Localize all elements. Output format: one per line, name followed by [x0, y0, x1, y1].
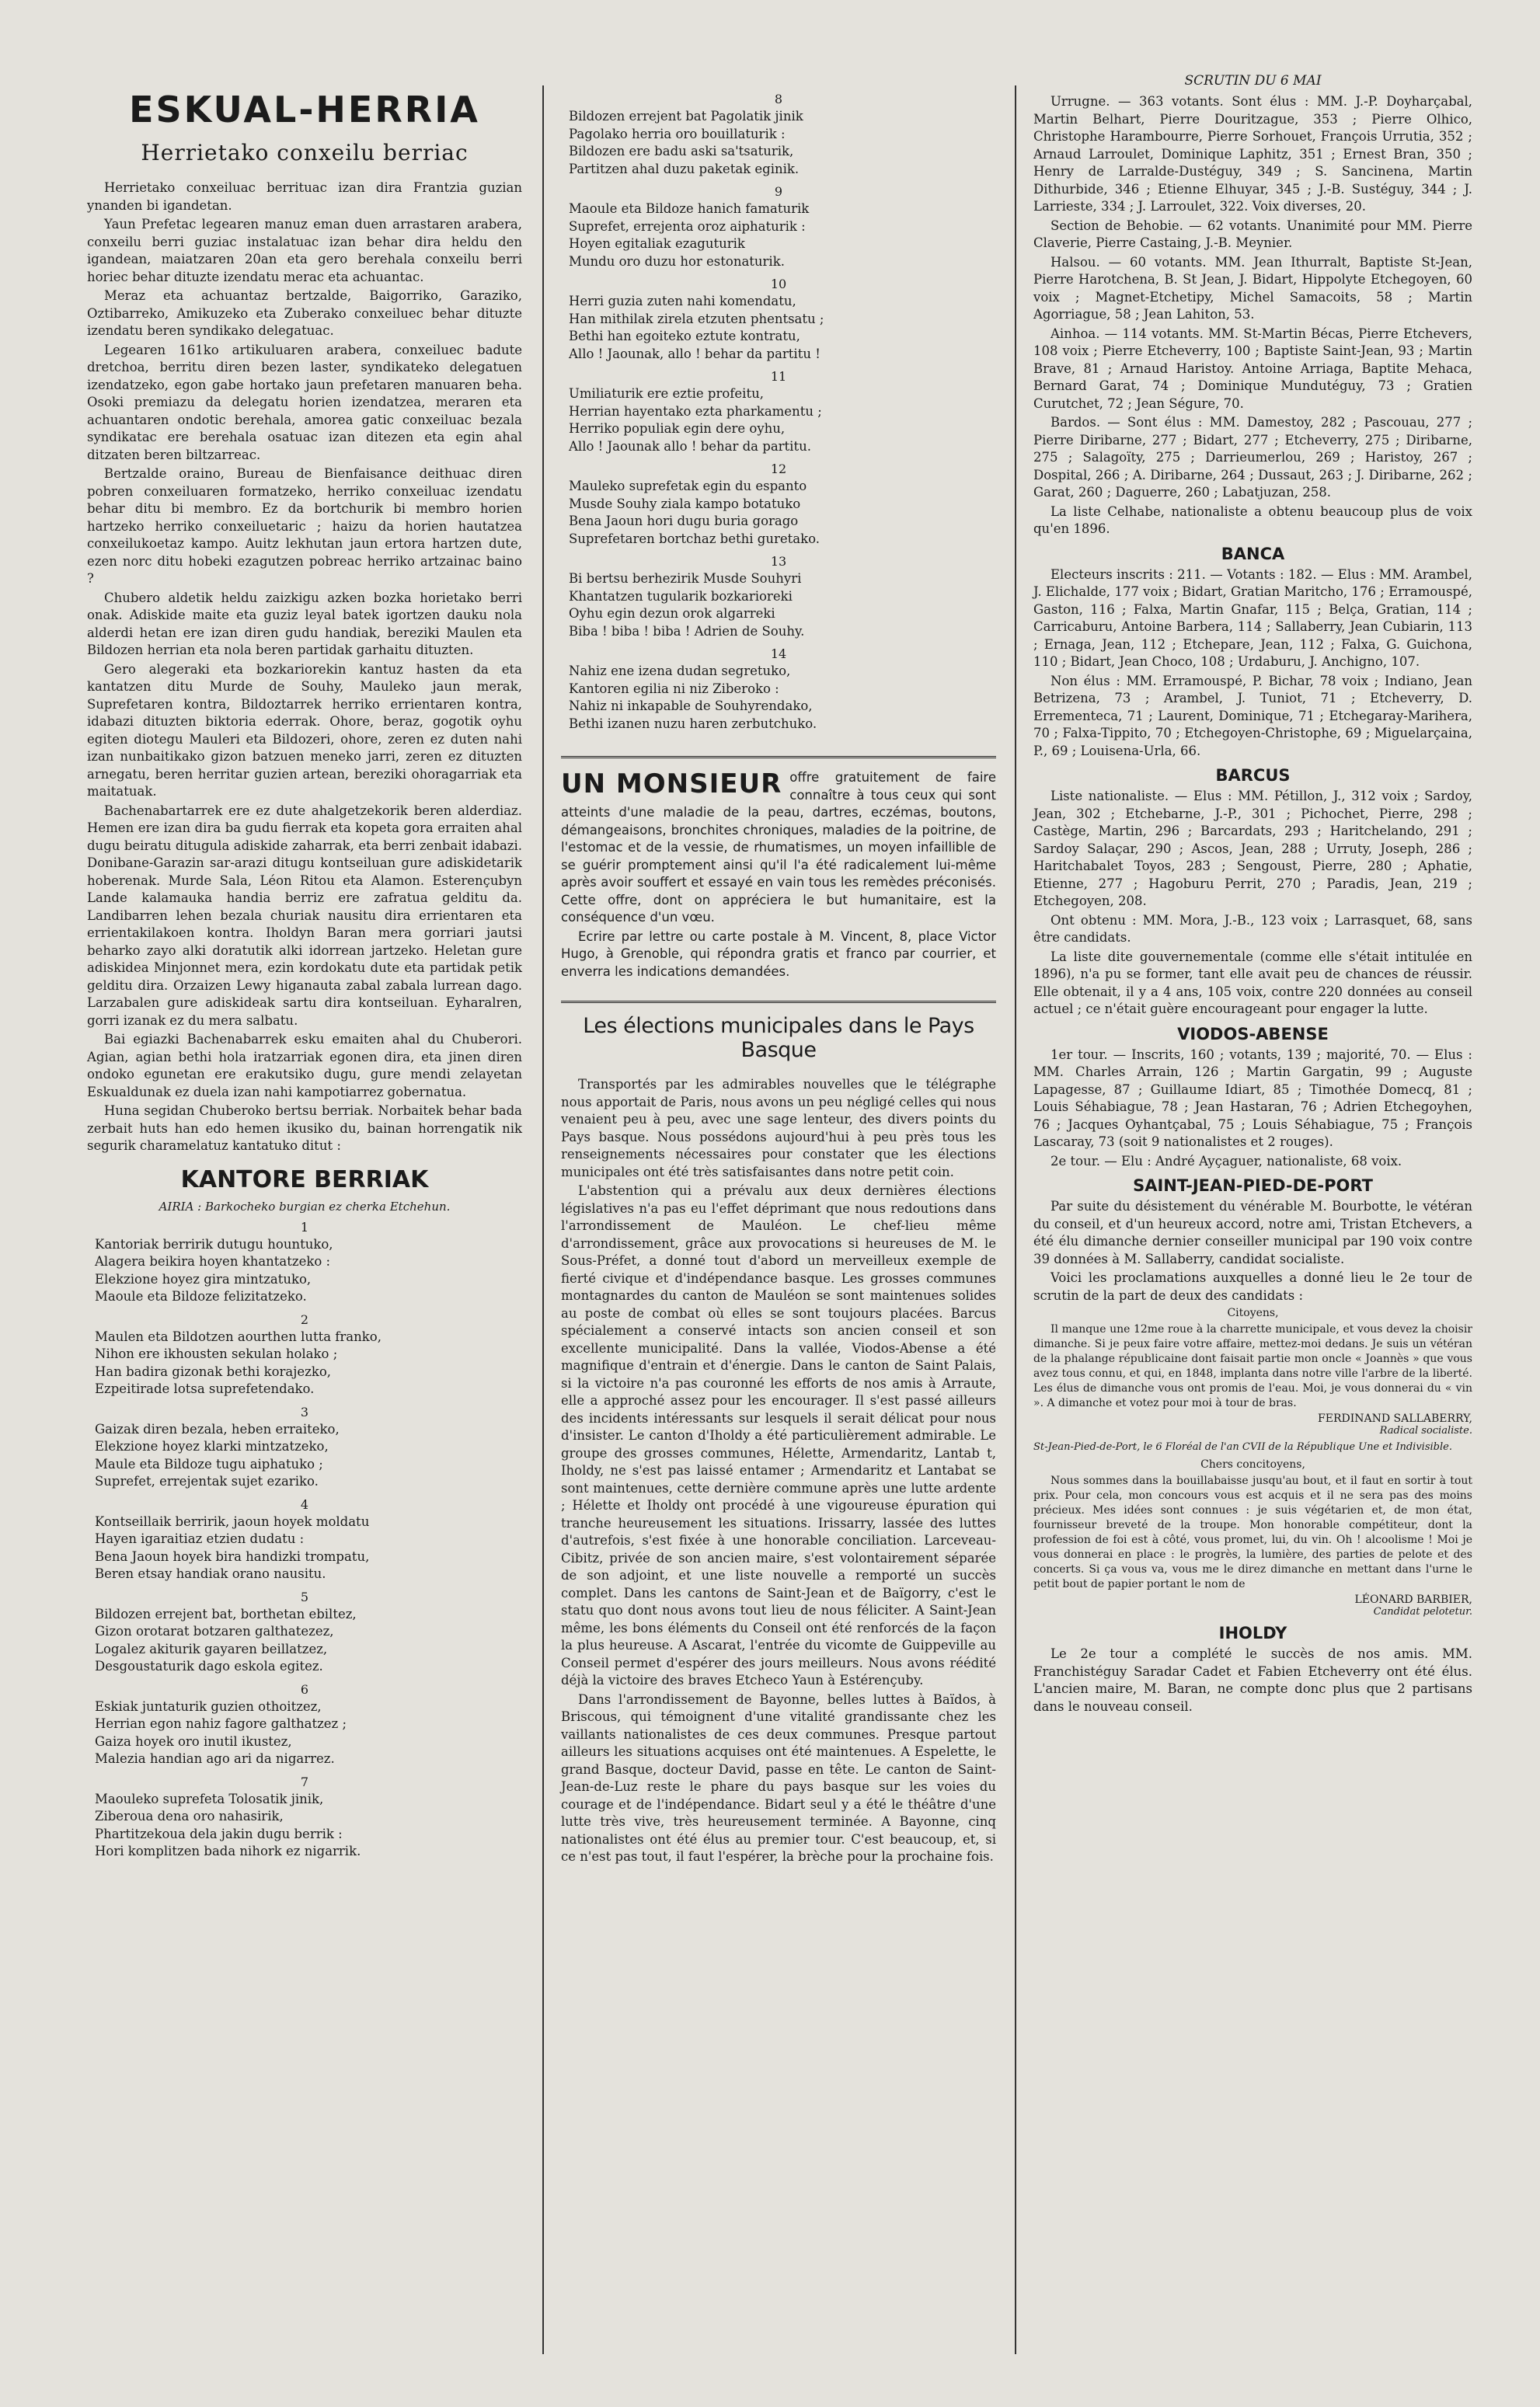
stanza-number: 11: [770, 369, 787, 384]
paragraph: Meraz eta achuantaz bertzalde, Baigorriko, Garaziko, Oztibarreko, Amikuzeko eta Zuberako conxeiluec behar dituzte izendatu beren syndikako delegatuac.: [87, 288, 522, 338]
verse-line: Malezia handian ago ari da nigarrez.: [95, 1751, 335, 1766]
verse-line: Elekzione hoyez klarki mintzatzeko,: [95, 1439, 329, 1454]
proclamation-heading: Citoyens,: [1227, 1307, 1279, 1319]
proclamation-dateline: St-Jean-Pied-de-Port, le 6 Floréal de l'an CVII de la République Une et Indivisible.: [1033, 1441, 1452, 1453]
results-viodos: [1033, 1047, 1472, 1171]
stanza-number: 3: [300, 1404, 309, 1419]
verse-line: Herrian hayentako ezta pharkamentu ;: [569, 403, 822, 419]
song-air: AIRIA : Barkocheko burgian ez cherka Etchehun.: [159, 1199, 451, 1214]
verse-line: Suprefet, errejenta oroz aiphaturik :: [569, 218, 806, 234]
stanza-number: 5: [300, 1589, 309, 1604]
verse-line: Herri guzia zuten nahi komendatu,: [569, 294, 796, 308]
verse-line: Allo ! Jaounak allo ! behar da partitu.: [569, 438, 811, 454]
verse-line: Gizon orotarat botzaren galthatezez,: [95, 1624, 334, 1639]
verse-line: Gaiza hoyek oro inutil ikustez,: [95, 1733, 292, 1749]
verse-line: Kantoren egilia ni niz Ziberoko :: [569, 681, 779, 696]
column-divider: [542, 85, 544, 2354]
results-stjean: [1033, 1198, 1472, 1305]
stanza-number: 8: [774, 92, 783, 106]
column-1: [87, 85, 522, 2385]
verse-line: Maulen eta Bildotzen aourthen lutta franko,: [95, 1329, 382, 1344]
verse-line: Suprefetaren bortchaz bethi guretako.: [569, 531, 820, 546]
paragraph: Bertzalde oraino, Bureau de Bienfaisance deithuac diren pobren conxeiluaren formatzeko, herriko conxeiluac izendatu behar ditu bi membro. Ez da bortchurik bi membro horien hartzeko herriko conxeiluetaric ; haizu da horien hautatzea conxeilukoetaz kampo. Auitz lekhutan jaun ertora hartzen dute, ezen norc ditu hobeki ezagutzen pobreac herriko artzainac baino ?: [87, 466, 522, 586]
paragraph: Yaun Prefetac legearen manuz eman duen arrastaren arabera, conxeilu berri guziac instalatuac izan behar dira heldu den igandean, maiatzaren 20an eta gero berehala conxeilu berri horiec behar dituzte izendatu merac eta achuantac.: [87, 217, 522, 284]
song-stanzas: [87, 1220, 522, 1861]
verse-line: Bildozen errejent bat Pagolatik jinik: [569, 109, 803, 124]
song-stanzas-continued: [561, 92, 996, 733]
verse-line: Allo ! Jaounak, allo ! behar da partitu !: [569, 346, 821, 361]
column-2: [561, 85, 996, 2385]
verse-line: Herriko populiak egin dere oyhu,: [569, 421, 786, 436]
paragraph: Le 2e tour a complété le succès de nos amis. MM. Franchistéguy Saradar Cadet et Fabien Etcheverry ont été élus. L'ancien maire, M. Baran, ne compte donc plus que 2 partisans dans le nouveau conseil.: [1033, 1646, 1472, 1714]
verse-line: Hori komplitzen bada nihork ez nigarrik.: [95, 1844, 361, 1858]
verse-line: Kontseillaik berririk, jaoun hoyek moldatu: [95, 1514, 370, 1529]
paragraph: Urrugne. — 363 votants. Sont élus : MM. J.-P. Doyharçabal, Martin Belhart, Pierre Douritzague, 353 ; Pierre Olhico, Christophe Harambourre, Pierre Sorhouet, François Urrutia, 352 ; Arnaud Larroulet, Dominique Laphitz, 351 ; Ernest Bran, 350 ; Henry de Larralde-Dustéguy, 349 ; S. Sancinena, Martin Dithurbide, 346 ; Etienne Elhuyar, 345 ; J.-B. Sustéguy, 344 ; J. Larrieste, 334 ; J. Larroulet, 322. Voix diverses, 20.: [1033, 94, 1472, 214]
verse-line: Suprefet, errejentak sujet ezariko.: [95, 1474, 319, 1489]
verse-line: Herrian egon nahiz fagore galthatzez ;: [95, 1716, 347, 1731]
paragraph: 2e tour. — Elu : André Ayçaguer, nationaliste, 68 voix.: [1050, 1153, 1402, 1169]
place-heading-banca: BANCA: [1221, 544, 1285, 563]
column-3: [1033, 73, 1472, 2385]
paragraph: Gero alegeraki eta bozkariorekin kantuz hasten da eta kantatzen ditu Murde de Souhy, Mauleko jaun merak, Suprefetaren kontra, Bildoztarrek herriko errientaren kontra, idabazi dituzten biktoria ederrak. Ohore, beraz, gogotik oyhu egiten diotegu Mauleri eta Bildozeri, ohore, zeren ez duten nahi izan nunbaitikako gizon batzuen meneko jarri, zeren ez dituzten arnegatu, beren herritar guzien artean, bereziki ohoragarriak eta maitatuak.: [87, 661, 522, 799]
place-heading-barcus: BARCUS: [1215, 766, 1291, 785]
verse-line: Alagera beikira hoyen khantatzeko :: [95, 1254, 331, 1269]
masthead: ESKUAL-HERRIA: [129, 89, 480, 131]
stanza-number: 1: [300, 1219, 309, 1235]
verse-line: Logalez akiturik gayaren beillatzez,: [95, 1641, 328, 1656]
results-iholdy: [1033, 1646, 1472, 1716]
proclamation-heading-2: Chers concitoyens,: [1200, 1458, 1305, 1471]
verse-line: Umiliaturik ere eztie profeitu,: [569, 386, 764, 401]
stanza-number: 4: [300, 1496, 309, 1512]
results-intro: [1033, 93, 1472, 538]
place-heading-iholdy: IHOLDY: [1218, 1624, 1287, 1642]
scrutin-heading: SCRUTIN DU 6 MAI: [1184, 73, 1322, 89]
ad-contact: Ecrire par lettre ou carte postale à M. Vincent, 8, place Victor Hugo, à Grenoble, qui répondra gratis et franco par courrier, et enverra les indications demandées.: [561, 928, 996, 979]
paragraph: La liste dite gouvernementale (comme elle s'était intitulée en 1896), n'a pu se former, tant elle avait peu de chances de réussir. Elle obtenait, il y a 4 ans, 105 voix, contre 220 données au conseil actuel ; ce n'était guère encourageant pour engager la lutte.: [1033, 949, 1472, 1016]
paragraph: Herrietako conxeiluac berrituac izan dira Frantzia guzian ynanden bi igandetan.: [87, 180, 522, 213]
verse-line: Beren etsay handiak orano nausitu.: [95, 1566, 326, 1581]
paragraph: La liste Celhabe, nationaliste a obtenu beaucoup plus de voix qu'en 1896.: [1033, 503, 1472, 536]
verse-line: Nihon ere ikhousten sekulan holako ;: [95, 1346, 338, 1361]
verse-line: Bildozen ere badu aski sa'tsaturik,: [569, 144, 794, 158]
verse-line: Ziberoua dena oro nahasirik,: [95, 1809, 284, 1824]
verse-line: Musde Souhy ziala kampo botatuko: [569, 496, 801, 511]
paragraph: Transportés par les admirables nouvelles que le télégraphe nous apportait de Paris, nous avons un peu négligé celles qui nous venaient peu à peu, avec une sage lenteur, des divers points du Pays basque. Nous possédons aujourd'hui à peu près tous les renseignements nécessaires pour constater que les élections municipales ont été très satisfaisantes dans notre petit coin.: [561, 1077, 996, 1179]
ad-text: offre gratuitement de faire connaître à tous ceux qui sont atteints d'une maladie de la peau, dartres, eczémas, boutons, démangeaisons, bronchites chroniques, maladies de la poitrine, de l'estomac et de la vessie, de rhumatismes, un moyen infaillible de se guérir promptement ainsi qu'il l'a été radicalement lui-même après avoir souffert et essayé en vain tous les remèdes préconisés. Cette offre, dont on appréciera le but humanitaire, est la conséquence d'un vœu.: [561, 770, 996, 925]
verse-line: Bena Jaoun hoyek bira handizki trompatu,: [95, 1548, 370, 1564]
verse-line: Desgoustaturik dago eskola egitez.: [95, 1659, 323, 1674]
place-heading-stjean: SAINT-JEAN-PIED-DE-PORT: [1133, 1176, 1373, 1195]
paragraph: Section de Behobie. — 62 votants. Unanimité pour MM. Pierre Claverie, Pierre Castaing, J.-B. Meynier.: [1033, 218, 1472, 250]
paragraph: Bachenabartarrek ere ez dute ahalgetzekorik beren alderdiaz. Hemen ere izan dira ba gudu fierrak eta kopeta gora erraiten ahal dugu beiratu ditugula adiskide zaharrak, eta berri zenbait idabazi. Donibane-Garazin sar-arazi ditugu kontseiluan gure adiskidetarik hoberenak. Murde Sala, Léon Ritou eta Alamon. Esterençubyn Lande kalamauka handia berriz ere zafratua gelditu da. Landibarren lehen bezala churiak nausitu dira errientaren eta errientakilakoen kontra. Iholdyn Baran mera gorriari jautsi beharko zayo alki doratutik alki idorrean jartzeko. Heletan gure adiskidea Minjonnet mera, ezin kordokatu dute eta partidak petik gelditu dira. Orzaizen Lewy higanauta zabal zabala lurrean dago. Larzabalen gure adiskideak sartu dira kontseiluan. Eyharalren, gorri izanak ez du mera salbatu.: [87, 803, 522, 1028]
verse-line: Han mithilak zirela etzuten phentsatu ;: [569, 311, 824, 326]
paragraph: Halsou. — 60 votants. MM. Jean Ithurralt, Baptiste St-Jean, Pierre Harotchena, B. St Jean, J. Bidart, Hippolyte Etchegoyen, 60 voix ; Magnet-Etchetipy, Michel Samacoits, 58 ; Martin Agorriague, 58 ; Jean Lahiton, 53.: [1033, 254, 1472, 322]
stanza-number: 10: [770, 277, 787, 291]
verse-line: Bi bertsu berhezirik Musde Souhyri: [569, 571, 802, 586]
verse-line: Khantatzen tugularik bozkarioreki: [569, 588, 793, 604]
verse-line: Bethi han egoiteko eztute kontratu,: [569, 329, 800, 343]
proclamation-text-2: Nous sommes dans la bouillabaisse jusqu'au bout, et il faut en sortir à tout prix. Pour cela, mon concours vous est acquis et il ne sera pas des moins précieux. Mes idées sont connues : je suis végétarien et, de mon état, fournisseur breveté de la troupe. Mon honorable compétiteur, dont la profession de foi est à côté, vous promet, lui, du vin. Oh ! alcoolisme ! Moi je vous donnerai en place : le progrès, la lumière, des parties de pelote et des concerts. Si ça vous va, vous me le direz dimanche en mettant dans l'urne le petit bout de papier portant le nom de: [1033, 1475, 1472, 1590]
proclamation-signature-title-2: Candidat pelotetur.: [1373, 1606, 1472, 1618]
verse-line: Han badira gizonak bethi korajezko,: [95, 1364, 331, 1379]
paragraph: 1er tour. — Inscrits, 160 ; votants, 139 ; majorité, 70. — Elus : MM. Charles Arrain, 126 ; Martin Gargatin, 99 ; Auguste Lapagesse, 87 ; Guillaume Idiart, 85 ; Timothée Domecq, 81 ; Louis Séhabiague, 78 ; Jean Hastaran, 76 ; Adrien Etchegoyhen, 76 ; Jacques Oyhantçabal, 75 ; Louis Séhabiague, 75 ; François Lascaray, 73 (soit 9 nationalistes et 2 rouges).: [1033, 1047, 1472, 1149]
verse-line: Pagolako herria oro bouillaturik :: [569, 126, 786, 141]
paragraph: Par suite du désistement du vénérable M. Bourbotte, le vétéran du conseil, et d'un heureux accord, notre ami, Tristan Etchevers, a été élu dimanche dernier conseiller municipal par 190 voix contre 39 données à M. Sallaberry, candidat socialiste.: [1033, 1199, 1472, 1266]
stanza-number: 13: [770, 554, 787, 569]
results-banca: [1033, 566, 1472, 761]
verse-line: Mauleko suprefetak egin du espanto: [569, 479, 807, 493]
paragraph: L'abstention qui a prévalu aux deux dernières élections législatives n'a pas eu l'effet déprimant que nous redoutions dans l'arrondissement de Mauléon. Le chef-lieu même d'arrondissement, grâce aux provocations si heureuses de M. le Sous-Préfet, a donné tout d'abord un merveilleux exemple de fierté civique et d'indépendance basque. Les grosses communes montagnardes du canton de Mauléon se sont maintenues solides au poste de combat où elles se sont toujours placées. Barcus spécialement a conservé intacts son ancien conseil et son excellente municipalité. Dans la vallée, Viodos-Abense a été magnifique d'entrain et d'énergie. Dans le canton de Saint Palais, si la victoire n'a pas couronné les efforts de nos amis à Arraute, elle a approché assez pour les encourager. Il s'est passé ailleurs des incidents intéressants sur lesquels il serait délicat pour nous d'insister. Le canton d'Iholdy a été particulièrement admirable. Le groupe des grosses communes, Hélette, Armendaritz, Lantab t, Iholdy, ne s'est pas laissé entamer ; Armendaritz et Lantabat se sont maintenues, cette dernière commune après une lutte ardente ; Hélette et Iholdy ont procédé à une vigoureuse épuration qui tranche heureusement les situations. Irissarry, lassée des luttes d'autrefois, s'est fixée à une honorable conciliation. Larceveau-Cibitz, privée de son ancien maire, s'est volontairement séparée de son adjoint, et une liste nouvelle a remporté un succès complet. Dans les cantons de Saint-Jean et de Baïgorry, c'est le statu quo dont nous avons tout lieu de nous féliciter. A Saint-Jean même, les bons éléments du Conseil ont été renforcés de la façon la plus heureuse. A Ascarat, l'entrée du vicomte de Guippeville au Conseil permet d'espérer des jours meilleurs. Nous avons réédité déjà la victoire des braves Etcheco Yaun à Estérençuby.: [561, 1183, 996, 1688]
place-heading-viodos: VIODOS-ABENSE: [1177, 1024, 1329, 1043]
paragraph: Electeurs inscrits : 211. — Votants : 182. — Elus : MM. Arambel, J. Elichalde, 177 voix ; Bidart, Gratian Maritcho, 176 ; Erramouspé, Gaston, 116 ; Falxa, Martin Gnafar, 115 ; Belça, Gratian, 114 ; Carricaburu, Antoine Barbera, 114 ; Sallaberry, Jean Cubiarin, 113 ; Ernaga, Jean, 112 ; Etchepare, Jean, 112 ; Falxa, G. Guichona, 110 ; Bidart, Jean Choco, 108 ; Urdaburu, J. Anchigno, 107.: [1033, 566, 1472, 669]
verse-line: Nahiz ene izena dudan segretuko,: [569, 664, 791, 678]
stanza-number: 2: [300, 1311, 309, 1327]
verse-line: Bethi izanen nuzu haren zerbutchuko.: [569, 716, 817, 731]
stanza-number: 6: [300, 1681, 309, 1697]
advertisement: [561, 756, 996, 982]
paragraph: Bai egiazki Bachenabarrek esku emaiten ahal du Chuberori. Agian, agian bethi hola iratzarriak egonen dira, eta jinen diren ondoko egunetan ere erakutsiko dugu, gure mendi zelayetan Eskualdunak ez duela izan nahi kampotiarrez gobernatua.: [87, 1032, 522, 1099]
paragraph: Chubero aldetik heldu zaizkigu azken bozka horietako berri onak. Adiskide maite eta guziz leyal batek igortzen dauku nola alderdi hetan ere izan diren gudu handiak, bereziki Maulen eta Bildozen herrian eta nola beren partidak garhaitu dituzten.: [87, 590, 522, 657]
paragraph: Ainhoa. — 114 votants. MM. St-Martin Bécas, Pierre Etchevers, 108 voix ; Pierre Etcheverry, 100 ; Baptiste Saint-Jean, 93 ; Martin Brave, 81 ; Arnaud Haristoy. Antoine Arriaga, Baptite Mehaca, Bernard Garat, 74 ; Dominique Mundutéguy, 73 ; Gratien Curutchet, 72 ; Jean Ségure, 70.: [1033, 326, 1472, 411]
results-barcus: [1033, 788, 1472, 1019]
paragraph: Huna segidan Chuberoko bertsu berriak. Norbaitek behar bada zerbait huts han edo hemen ikusiko du, bainan horrengatik nik segurik charamelatuz kantatuko ditut :: [87, 1103, 522, 1153]
article-headline: Herrietako conxeilu berriac: [141, 140, 469, 165]
proclamation-text: Il manque une 12me roue à la charrette municipale, et vous devez la choisir dimanche. Si je peux faire votre affaire, mettez-moi dedans. Je suis un vétéran de la phalange républicaine dont faisait partie mon oncle « Joannès » que vous avez tous connu, et qui, en 1848, implanta dans notre ville l'arbre de la liberté. Les élus de dimanche vous ont promis de l'eau. Moi, je vous donnerai du « vin ». A dimanche et votez pour moi à tour de bras.: [1033, 1323, 1472, 1409]
verse-line: Elekzione hoyez gira mintzatuko,: [95, 1271, 312, 1287]
verse-line: Phartitzekoua dela jakin dugu berrik :: [95, 1826, 343, 1841]
paragraph: Voici les proclamations auxquelles a donné lieu le 2e tour de scrutin de la part de deux des candidats :: [1033, 1270, 1472, 1303]
paragraph: Non élus : MM. Erramouspé, P. Bichar, 78 voix ; Indiano, Jean Betrizena, 73 ; Arambel, J. Tuniot, 71 ; Etcheverry, D. Errementeca, 71 ; Laurent, Dominique, 71 ; Etchegaray-Marihera, 70 ; Falxa-Tippito, 70 ; Etchegoyen-Christophe, 69 ; Miguelarçaina, P., 69 ; Louisena-Urla, 66.: [1033, 673, 1472, 758]
verse-line: Gaizak diren bezala, heben erraiteko,: [95, 1421, 340, 1437]
verse-line: Maoule eta Bildoze hanich famaturik: [569, 201, 810, 216]
elections-article-body: [561, 1076, 996, 1866]
stanza-number: 14: [770, 646, 787, 661]
verse-line: Hoyen egitaliak ezaguturik: [569, 236, 745, 251]
elections-headline: Les élections municipales dans le Pays Basque: [561, 1001, 996, 1062]
stanza-number: 9: [774, 184, 783, 199]
verse-line: Partitzen ahal duzu paketak eginik.: [569, 161, 800, 176]
column-divider: [1015, 85, 1016, 2354]
verse-line: Nahiz ni inkapable de Souhyrendako,: [569, 698, 813, 713]
song-title: KANTORE BERRIAK: [180, 1165, 429, 1193]
ad-headline: UN MONSIEUR: [561, 768, 782, 799]
paragraph: Ont obtenu : MM. Mora, J.-B., 123 voix ; Larrasquet, 68, sans être candidats.: [1033, 912, 1472, 945]
paragraph: Dans l'arrondissement de Bayonne, belles luttes à Baïdos, à Briscous, qui témoignent d'une vitalité grandissante chez les vaillants nationalistes de ces deux communes. Presque partout ailleurs les situations acquises ont été maintenues. A Espelette, le grand Basque, docteur David, passe en tête. Le canton de Saint-Jean-de-Luz reste le phare du pays basque sur les voies du courage et de l'indépendance. Bidart seul y a été le théâtre d'une lutte très vive, très heureusement terminée. A Bayonne, cinq nationalistes ont été élus au premier tour. C'est beaucoup, et, si ce n'est pas tout, il faut l'espérer, la brèche pour la prochaine fois.: [561, 1691, 996, 1864]
paragraph: Legearen 161ko artikuluaren arabera, conxeiluec badute dretchoa, berritu diren bezen laster, syndikateko delegatuen izendatzeko, egon gabe hortako jaun prefetaren manuaren beha. Osoki premiazu da delegatu horien izendatzea, meraren eta achuantaren ondotic berehala, amorea gatic conxeiluac bezala syndikatac ere berehala osatuac izan ditezen eta egin ahal ditzaten beren biltzarreac.: [87, 342, 522, 462]
verse-line: Hayen igaraitiaz etzien dudatu :: [95, 1531, 305, 1546]
verse-line: Maule eta Bildoze tugu aiphatuko ;: [95, 1456, 323, 1472]
stanza-number: 12: [770, 462, 787, 476]
verse-line: Mundu oro duzu hor estonaturik.: [569, 253, 785, 269]
article-body: [87, 179, 522, 1155]
proclamation-signature-title: Radical socialiste.: [1379, 1425, 1472, 1437]
verse-line: Eskiak juntaturik guzien othoitzez,: [95, 1698, 322, 1714]
verse-line: Biba ! biba ! biba ! Adrien de Souhy.: [569, 623, 805, 639]
verse-line: Bildozen errejent bat, borthetan ebiltez,: [95, 1606, 357, 1622]
verse-line: Ezpeitirade lotsa suprefetendako.: [95, 1381, 315, 1396]
verse-line: Oyhu egin dezun orok algarreki: [569, 606, 775, 621]
verse-line: Maouleko suprefeta Tolosatik jinik,: [95, 1791, 324, 1806]
verse-line: Bena Jaoun hori dugu buria gorago: [569, 514, 799, 528]
stanza-number: 7: [300, 1774, 309, 1789]
paragraph: Bardos. — Sont élus : MM. Damestoy, 282 ; Pascouau, 277 ; Pierre Diribarne, 277 ; Bidart, 277 ; Etcheverry, 275 ; Diribarne, 275 ; Salagoïty, 275 ; Darrieumerlou, 269 ; Haristoy, 267 ; Dospital, 266 ; A. Diribarne, 264 ; Dussaut, 263 ; J. Diribarne, 262 ; Garat, 260 ; Daguerre, 260 ; Labatjuzan, 258.: [1033, 415, 1472, 500]
paragraph: Liste nationaliste. — Elus : MM. Pétillon, J., 312 voix ; Sardoy, Jean, 302 ; Etchebarne, J.-P., 301 ; Pichochet, Pierre, 298 ; Castège, Martin, 296 ; Barcardats, 293 ; Haritchelando, 291 ; Sardoy Salaçar, 290 ; Ascos, Jean, 288 ; Urruty, Joseph, 286 ; Haritchabalet Toyos, 283 ; Sengoust, Pierre, 280 ; Aphatie, Etienne, 277 ; Hagoburu Perrit, 270 ; Paradis, Jean, 219 ; Etchegoyen, 208.: [1033, 789, 1472, 908]
verse-line: Maoule eta Bildoze felizitatzeko.: [95, 1289, 307, 1304]
verse-line: Kantoriak berririk dutugu hountuko,: [95, 1236, 333, 1252]
proclamation-signature: FERDINAND SALLABERRY,: [1318, 1413, 1472, 1425]
proclamation-signature-2: LÉONARD BARBIER,: [1354, 1594, 1472, 1606]
